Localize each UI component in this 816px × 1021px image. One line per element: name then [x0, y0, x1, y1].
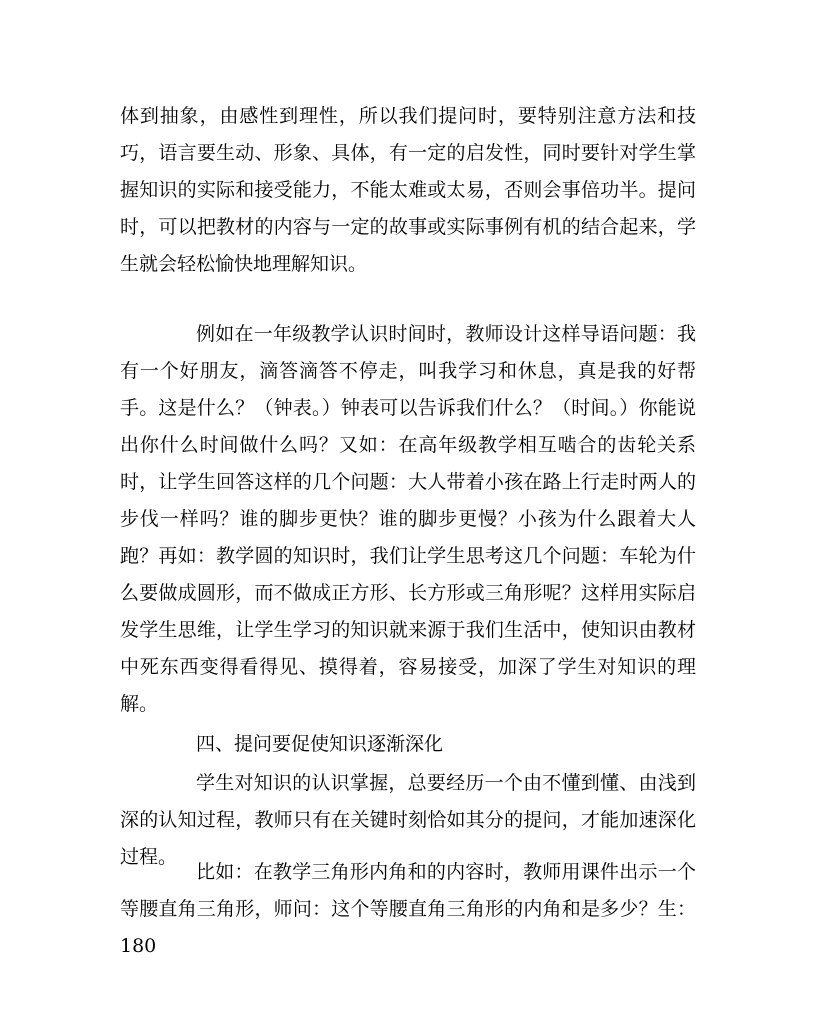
paragraph-continuation: 体到抽象，由感性到理性，所以我们提问时，要特别注意方法和技巧，语言要生动、形象、具体，有一定的启发性，同时要针对学生掌握知识的实际和接受能力，不能太难或太易，否则会事倍功半。提问时，可以把教材的内容与一定的故事或实际事例有机的结合起来，学生就会轻松愉快地理解知识。	[120, 105, 696, 275]
paragraph-example: 例如在一年级教学认识时间时，教师设计这样导语问题：我有一个好朋友，滴答滴答不停走，叫我学习和休息，真是我的好帮手。这是什么？（钟表。）钟表可以告诉我们什么？（时间。）你能说出你什么时间做什么吗？又如：在高年级教学相互啮合的齿轮关系时，让学生回答这样的几个问题：大人带着小孩在路上行走时两人的步伐一样吗？谁的脚步更快？谁的脚步更慢？小孩为什么跟着大人跑？再如：教学圆的知识时，我们让学生思考这几个问题：车轮为什么要做成圆形，而不做成正方形、长方形或三角形呢？这样用实际启发学生思维，让学生学习的知识就来源于我们生活中，使知识由教材中死东西变得看得见、摸得着，容易接受，加深了学生对知识的理解。	[120, 323, 696, 715]
section-heading: 四、提问要促使知识逐渐深化	[196, 733, 444, 755]
paragraph-triangle-example: 比如：在教学三角形内角和的内容时，教师用课件出示一个等腰直角三角形，师问：这个等腰直角三角形的内角和是多少？生：180	[120, 861, 696, 957]
paragraph-deepening: 学生对知识的认识掌握，总要经历一个由不懂到懂、由浅到深的认知过程，教师只有在关键时刻恰如其分的提问，才能加速深化过程。	[120, 772, 696, 868]
